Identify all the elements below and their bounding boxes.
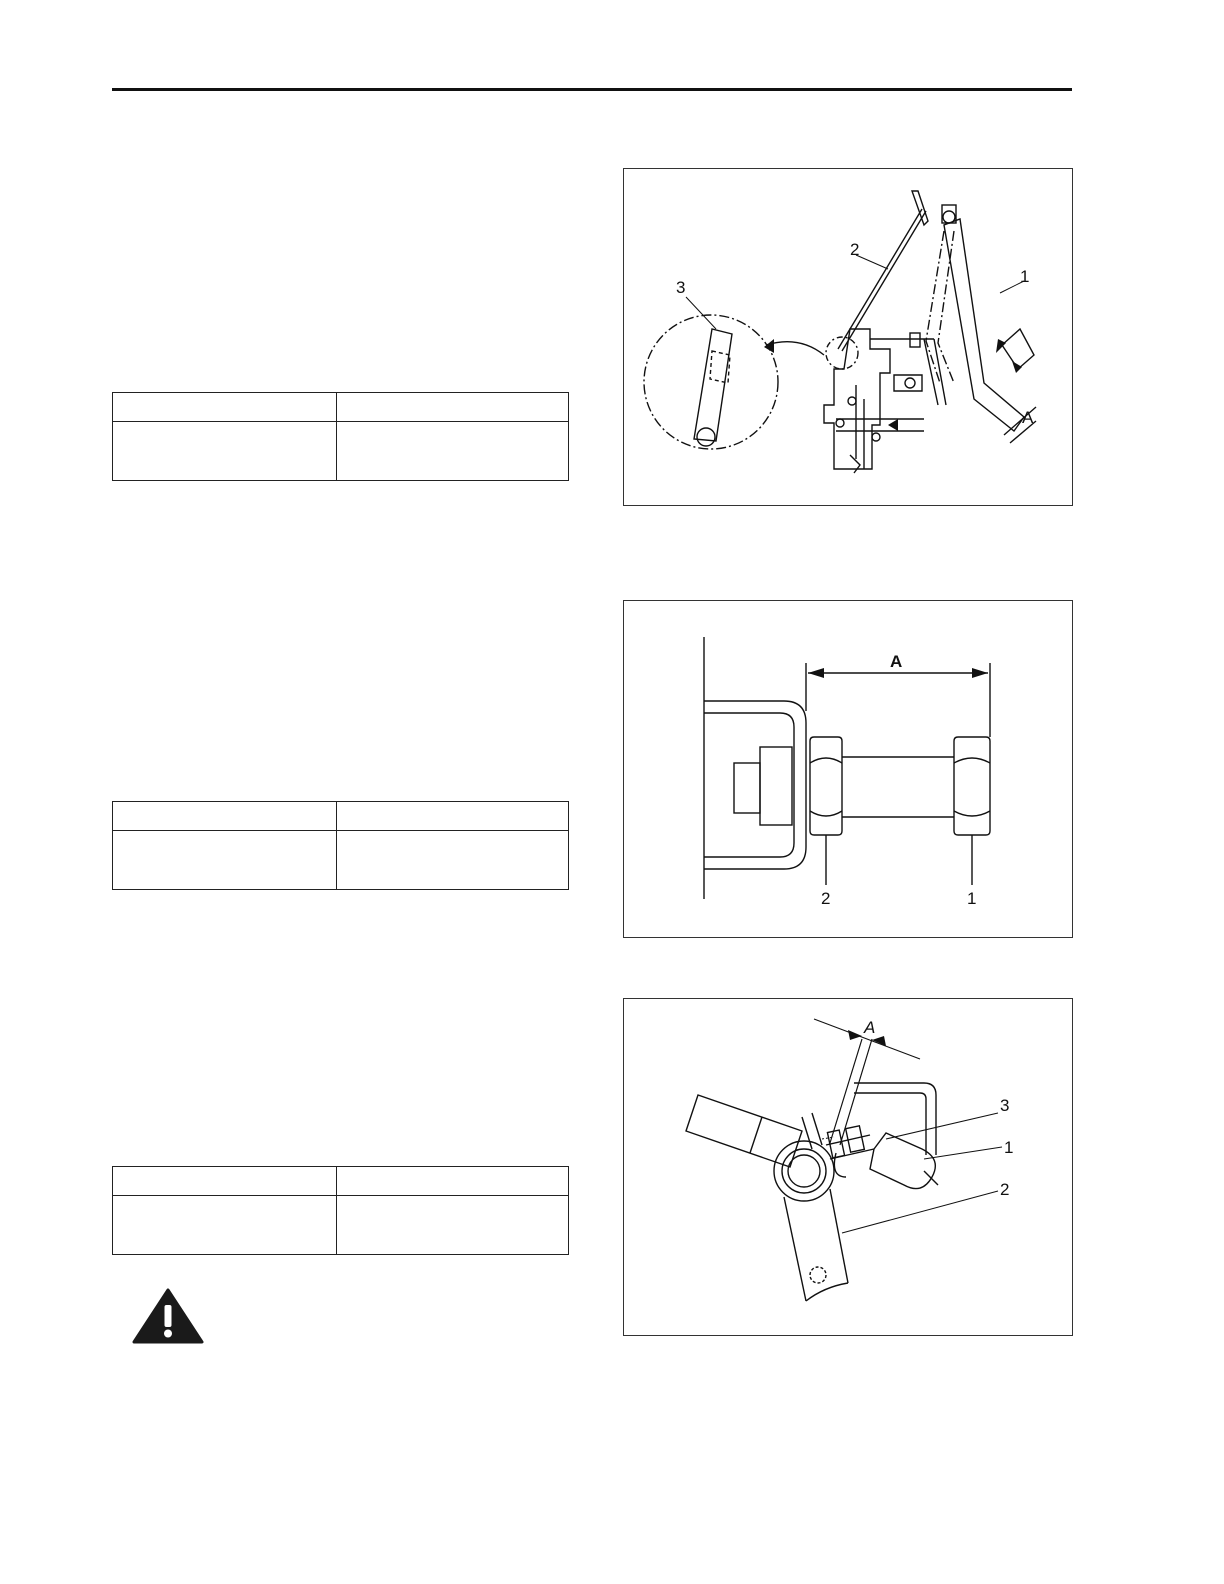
pedal-linkage-drawing [624, 169, 1072, 505]
table-header-row [113, 1167, 569, 1196]
table-row [113, 831, 569, 890]
table-header-cell [113, 393, 337, 422]
figure-pedal-linkage [623, 168, 1073, 506]
table-row [113, 1196, 569, 1255]
warning-triangle-icon [132, 1288, 204, 1344]
table-header-row [113, 393, 569, 422]
table-header-cell [113, 1167, 337, 1196]
callout-2: 2 [821, 889, 831, 908]
dimension-a-label: A [864, 1018, 876, 1037]
callout-2: 2 [850, 240, 860, 259]
table-header-cell [337, 802, 569, 831]
spec-table-3 [112, 1166, 569, 1255]
table-row [113, 422, 569, 481]
table-cell [337, 422, 569, 481]
dimension-a-label: A [1022, 408, 1034, 427]
table-cell [113, 831, 337, 890]
table-cell [113, 422, 337, 481]
figure-switch-adjustment [623, 998, 1073, 1336]
header-rule [112, 88, 1072, 91]
table-header-cell [113, 802, 337, 831]
callout-1: 1 [1004, 1138, 1014, 1157]
callout-3: 3 [676, 278, 686, 297]
callout-1: 1 [967, 889, 977, 908]
callout-3: 3 [1000, 1096, 1010, 1115]
table-cell [337, 1196, 569, 1255]
nut-adjustment-drawing [624, 601, 1072, 937]
table-cell [113, 1196, 337, 1255]
switch-adjustment-drawing [624, 999, 1072, 1335]
table-header-cell [337, 1167, 569, 1196]
callout-2: 2 [1000, 1180, 1010, 1199]
table-header-cell [337, 393, 569, 422]
spec-table-1 [112, 392, 569, 481]
callout-1: 1 [1020, 267, 1030, 286]
table-cell [337, 831, 569, 890]
spec-table-2 [112, 801, 569, 890]
table-header-row [113, 802, 569, 831]
dimension-a-label: A [890, 652, 903, 671]
figure-nut-adjustment [623, 600, 1073, 938]
